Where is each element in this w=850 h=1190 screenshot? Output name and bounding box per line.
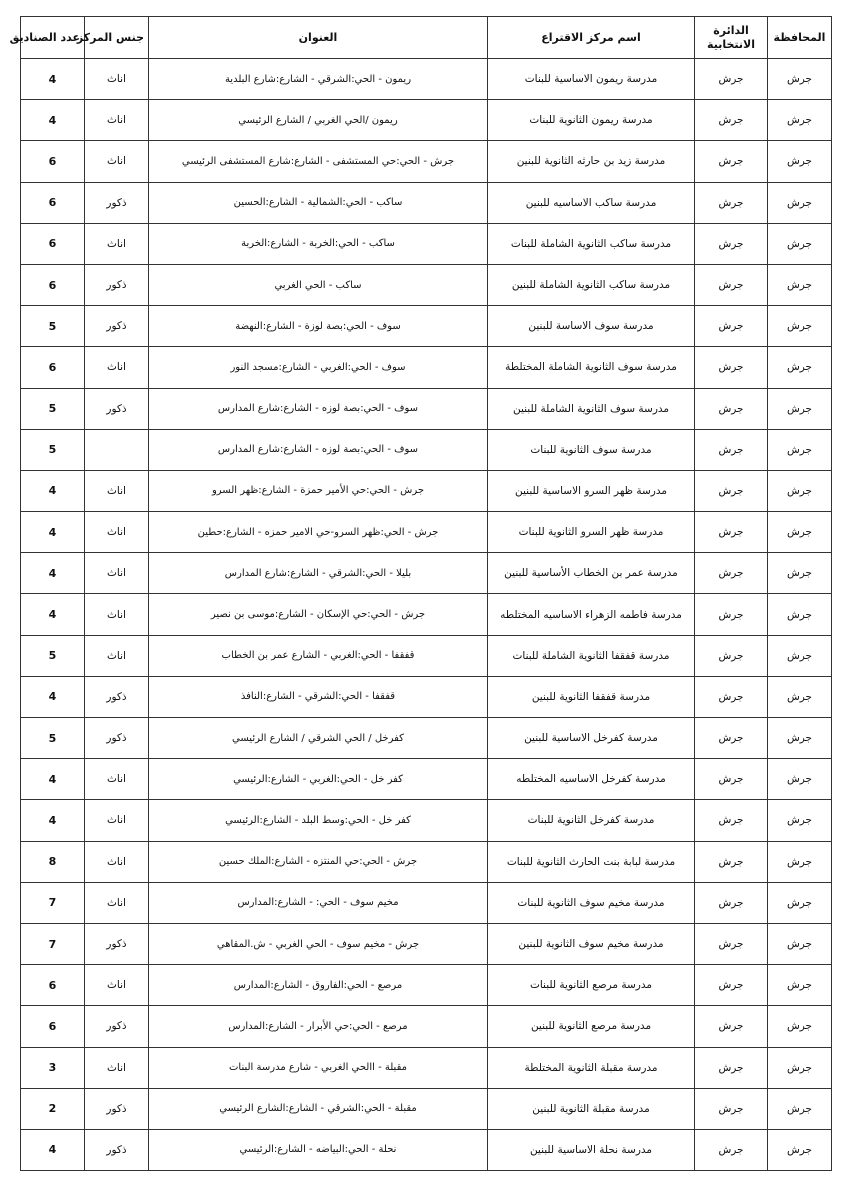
cell-district: جرش: [695, 306, 768, 347]
cell-boxes: 5: [21, 718, 85, 759]
cell-center-name: مدرسة كفرخل الاساسيه المختلطه: [488, 759, 695, 800]
cell-center-name: مدرسة كفرخل الثانوية للبنات: [488, 800, 695, 841]
header-governorate: المحافظة: [768, 17, 832, 59]
cell-governorate: جرش: [768, 429, 832, 470]
cell-gender: اناث: [85, 594, 149, 635]
cell-gender: ذكور: [85, 264, 149, 305]
cell-district: جرش: [695, 141, 768, 182]
cell-district: جرش: [695, 718, 768, 759]
cell-address: ساكب - الحي الغربي: [149, 264, 488, 305]
cell-gender: ذكور: [85, 676, 149, 717]
cell-gender: اناث: [85, 141, 149, 182]
table-row: [21, 800, 832, 841]
table-row: [21, 1047, 832, 1088]
cell-center-name: مدرسة مخيم سوف الثانوية للبنين: [488, 923, 695, 964]
table-row: [21, 388, 832, 429]
cell-boxes: 2: [21, 1088, 85, 1129]
cell-governorate: جرش: [768, 841, 832, 882]
cell-district: جرش: [695, 223, 768, 264]
cell-center-name: مدرسة قفقفا الثانوية الشاملة للبنات: [488, 635, 695, 676]
cell-district: جرش: [695, 59, 768, 100]
cell-boxes: 7: [21, 882, 85, 923]
table-row: [21, 512, 832, 553]
table-row: [21, 553, 832, 594]
cell-boxes: 4: [21, 512, 85, 553]
cell-gender: ذكور: [85, 923, 149, 964]
table-row: [21, 841, 832, 882]
cell-district: جرش: [695, 388, 768, 429]
cell-address: سوف - الحي:بصة لوزه - الشارع:شارع المدارس: [149, 388, 488, 429]
cell-boxes: 6: [21, 965, 85, 1006]
cell-center-name: مدرسة كفرخل الاساسية للبنين: [488, 718, 695, 759]
table-row: [21, 141, 832, 182]
cell-boxes: 6: [21, 347, 85, 388]
cell-boxes: 5: [21, 388, 85, 429]
table-row: [21, 1006, 832, 1047]
cell-center-name: مدرسة مرصع الثانوية للبنين: [488, 1006, 695, 1047]
cell-address: نحلة - الحي:البياضه - الشارع:الرئيسي: [149, 1129, 488, 1170]
cell-address: ريمون /الحي الغربي / الشارع الرئيسي: [149, 100, 488, 141]
cell-center-name: مدرسة قفقفا الثانوية للبنين: [488, 676, 695, 717]
cell-center-name: مدرسة ساكب الثانوية الشاملة للبنين: [488, 264, 695, 305]
cell-governorate: جرش: [768, 759, 832, 800]
header-address: العنوان: [149, 17, 488, 59]
cell-gender: اناث: [85, 800, 149, 841]
table-body: [21, 59, 832, 1171]
cell-gender: ذكور: [85, 1129, 149, 1170]
cell-center-name: مدرسة سوف الثانوية الشاملة للبنين: [488, 388, 695, 429]
cell-district: جرش: [695, 470, 768, 511]
cell-gender: ذكور: [85, 718, 149, 759]
cell-boxes: 4: [21, 59, 85, 100]
cell-boxes: 3: [21, 1047, 85, 1088]
cell-gender: اناث: [85, 512, 149, 553]
cell-governorate: جرش: [768, 965, 832, 1006]
cell-boxes: 5: [21, 306, 85, 347]
table-row: [21, 882, 832, 923]
cell-district: جرش: [695, 347, 768, 388]
cell-governorate: جرش: [768, 800, 832, 841]
table-row: [21, 923, 832, 964]
cell-district: جرش: [695, 553, 768, 594]
cell-center-name: مدرسة فاطمه الزهراء الاساسيه المختلطه: [488, 594, 695, 635]
table-row: [21, 347, 832, 388]
table-row: [21, 635, 832, 676]
table-row: [21, 264, 832, 305]
cell-district: جرش: [695, 1088, 768, 1129]
cell-boxes: 6: [21, 264, 85, 305]
cell-center-name: مدرسة سوف الثانوية للبنات: [488, 429, 695, 470]
cell-gender: [85, 429, 149, 470]
header-boxes: عدد الصناديق: [21, 17, 85, 59]
header-district: الدائرة الانتخابية: [695, 17, 768, 59]
cell-district: جرش: [695, 965, 768, 1006]
cell-center-name: مدرسة نحلة الاساسية للبنين: [488, 1129, 695, 1170]
cell-address: سوف - الحي:الغربي - الشارع:مسجد النور: [149, 347, 488, 388]
cell-center-name: مدرسة ظهر السرو الثانوية للبنات: [488, 512, 695, 553]
cell-boxes: 5: [21, 635, 85, 676]
cell-address: مخيم سوف - الحي: - الشارع:المدارس: [149, 882, 488, 923]
cell-address: كفرخل / الحي الشرقي / الشارع الرئيسي: [149, 718, 488, 759]
cell-boxes: 6: [21, 1006, 85, 1047]
cell-center-name: مدرسة سوف الاساسة للبنين: [488, 306, 695, 347]
cell-center-name: مدرسة ساكب الثانوية الشاملة للبنات: [488, 223, 695, 264]
cell-governorate: جرش: [768, 594, 832, 635]
cell-center-name: مدرسة مخيم سوف الثانوية للبنات: [488, 882, 695, 923]
table-row: [21, 759, 832, 800]
cell-center-name: مدرسة مقبلة الثانوية المختلطة: [488, 1047, 695, 1088]
cell-governorate: جرش: [768, 59, 832, 100]
cell-center-name: مدرسة سوف الثانوية الشاملة المختلطة: [488, 347, 695, 388]
cell-governorate: جرش: [768, 882, 832, 923]
cell-gender: ذكور: [85, 388, 149, 429]
cell-center-name: مدرسة ظهر السرو الاساسية للبنين: [488, 470, 695, 511]
cell-district: جرش: [695, 100, 768, 141]
table-row: [21, 429, 832, 470]
cell-boxes: 4: [21, 676, 85, 717]
cell-address: سوف - الحي:بصة لوزه - الشارع:شارع المدارس: [149, 429, 488, 470]
cell-governorate: جرش: [768, 718, 832, 759]
cell-governorate: جرش: [768, 676, 832, 717]
cell-address: بليلا - الحي:الشرقي - الشارع:شارع المدارس: [149, 553, 488, 594]
cell-gender: اناث: [85, 1047, 149, 1088]
cell-boxes: 8: [21, 841, 85, 882]
polling-centers-table: [9, 16, 832, 1171]
cell-district: جرش: [695, 594, 768, 635]
cell-center-name: مدرسة لبابة بنت الحارث الثانوية للبنات: [488, 841, 695, 882]
cell-governorate: جرش: [768, 182, 832, 223]
cell-governorate: جرش: [768, 223, 832, 264]
cell-gender: اناث: [85, 553, 149, 594]
cell-address: ساكب - الحي:الخربة - الشارع:الخربة: [149, 223, 488, 264]
cell-governorate: جرش: [768, 264, 832, 305]
cell-center-name: مدرسة ساكب الاساسيه للبنين: [488, 182, 695, 223]
cell-center-name: مدرسة مرصع الثانوية للبنات: [488, 965, 695, 1006]
cell-address: كفر خل - الحي:الغربي - الشارع:الرئيسي: [149, 759, 488, 800]
cell-boxes: 6: [21, 223, 85, 264]
cell-address: كفر خل - الحي:وسط البلد - الشارع:الرئيسي: [149, 800, 488, 841]
cell-boxes: 6: [21, 141, 85, 182]
cell-address: مرصع - الحي:حي الأبرار - الشارع:المدارس: [149, 1006, 488, 1047]
cell-gender: اناث: [85, 965, 149, 1006]
cell-address: مقبلة - االحي الغربي - شارع مدرسة البنات: [149, 1047, 488, 1088]
table-row: [21, 59, 832, 100]
cell-address: جرش - الحي:حي الإسكان - الشارع:موسى بن نصير: [149, 594, 488, 635]
table-row: [21, 594, 832, 635]
table-row: [21, 182, 832, 223]
cell-governorate: جرش: [768, 306, 832, 347]
cell-governorate: جرش: [768, 553, 832, 594]
cell-gender: اناث: [85, 100, 149, 141]
cell-gender: اناث: [85, 347, 149, 388]
table-row: [21, 223, 832, 264]
cell-district: جرش: [695, 882, 768, 923]
table-row: [21, 306, 832, 347]
cell-center-name: مدرسة ريمون الاساسية للبنات: [488, 59, 695, 100]
cell-address: سوف - الحي:بصة لوزة - الشارع:النهضة: [149, 306, 488, 347]
cell-boxes: 7: [21, 923, 85, 964]
cell-address: جرش - الحي:حي المستشفى - الشارع:شارع المستشفى الرئيسي: [149, 141, 488, 182]
polling-centers-sheet: [9, 16, 831, 1171]
table-row: [21, 1129, 832, 1170]
cell-address: جرش - مخيم سوف - الحي الغربي - ش.المقاهي: [149, 923, 488, 964]
cell-address: مقبلة - الحي:الشرقي - الشارع:الشارع الرئيسي: [149, 1088, 488, 1129]
table-row: [21, 1088, 832, 1129]
cell-gender: ذكور: [85, 182, 149, 223]
cell-governorate: جرش: [768, 1006, 832, 1047]
cell-district: جرش: [695, 429, 768, 470]
cell-governorate: جرش: [768, 1088, 832, 1129]
cell-gender: ذكور: [85, 1088, 149, 1129]
header-center-name: اسم مركز الاقتراع: [488, 17, 695, 59]
header-row: [21, 17, 832, 59]
cell-district: جرش: [695, 1047, 768, 1088]
cell-boxes: 5: [21, 429, 85, 470]
cell-address: ساكب - الحي:الشمالية - الشارع:الحسين: [149, 182, 488, 223]
cell-governorate: جرش: [768, 1129, 832, 1170]
cell-boxes: 4: [21, 553, 85, 594]
cell-governorate: جرش: [768, 470, 832, 511]
cell-district: جرش: [695, 512, 768, 553]
cell-boxes: 4: [21, 100, 85, 141]
cell-center-name: مدرسة ريمون الثانوية للبنات: [488, 100, 695, 141]
cell-boxes: 4: [21, 759, 85, 800]
header-gender: جنس المركز: [85, 17, 149, 59]
cell-district: جرش: [695, 759, 768, 800]
cell-governorate: جرش: [768, 141, 832, 182]
table-header: [9, 17, 832, 59]
cell-boxes: 4: [21, 800, 85, 841]
cell-gender: اناث: [85, 59, 149, 100]
cell-district: جرش: [695, 635, 768, 676]
cell-boxes: 6: [21, 182, 85, 223]
cell-district: جرش: [695, 264, 768, 305]
cell-district: جرش: [695, 841, 768, 882]
cell-address: جرش - الحي:حي الأمير حمزة - الشارع:ظهر السرو: [149, 470, 488, 511]
cell-address: مرصع - الحي:الفاروق - الشارع:المدارس: [149, 965, 488, 1006]
cell-gender: اناث: [85, 635, 149, 676]
cell-gender: اناث: [85, 759, 149, 800]
cell-boxes: 4: [21, 1129, 85, 1170]
cell-district: جرش: [695, 923, 768, 964]
cell-gender: اناث: [85, 470, 149, 511]
cell-center-name: مدرسة عمر بن الخطاب الأساسية للبنين: [488, 553, 695, 594]
cell-governorate: جرش: [768, 388, 832, 429]
cell-district: جرش: [695, 1129, 768, 1170]
cell-address: جرش - الحي:ظهر السرو-حي الامير حمزه - الشارع:حطين: [149, 512, 488, 553]
cell-boxes: 4: [21, 470, 85, 511]
cell-governorate: جرش: [768, 512, 832, 553]
cell-district: جرش: [695, 676, 768, 717]
table-row: [21, 965, 832, 1006]
table-row: [21, 100, 832, 141]
cell-governorate: جرش: [768, 1047, 832, 1088]
cell-center-name: مدرسة مقبلة الثانوية للبنين: [488, 1088, 695, 1129]
table-row: [21, 470, 832, 511]
cell-center-name: مدرسة زيد بن حارثه الثانوية للبنين: [488, 141, 695, 182]
table-row: [21, 676, 832, 717]
cell-district: جرش: [695, 1006, 768, 1047]
cell-governorate: جرش: [768, 347, 832, 388]
cell-gender: اناث: [85, 841, 149, 882]
cell-district: جرش: [695, 182, 768, 223]
cell-address: قفقفا - الحي:الشرقي - الشارع:النافذ: [149, 676, 488, 717]
cell-gender: ذكور: [85, 306, 149, 347]
cell-gender: اناث: [85, 223, 149, 264]
cell-district: جرش: [695, 800, 768, 841]
cell-address: قفقفا - الحي:الغربي - الشارع عمر بن الخطاب: [149, 635, 488, 676]
table-row: [21, 718, 832, 759]
cell-governorate: جرش: [768, 923, 832, 964]
cell-address: جرش - الحي:حي المنتزه - الشارع:الملك حسين: [149, 841, 488, 882]
cell-address: ريمون - الحي:الشرقي - الشارع:شارع البلدية: [149, 59, 488, 100]
cell-governorate: جرش: [768, 635, 832, 676]
cell-governorate: جرش: [768, 100, 832, 141]
cell-gender: ذكور: [85, 1006, 149, 1047]
cell-gender: اناث: [85, 882, 149, 923]
cell-boxes: 4: [21, 594, 85, 635]
